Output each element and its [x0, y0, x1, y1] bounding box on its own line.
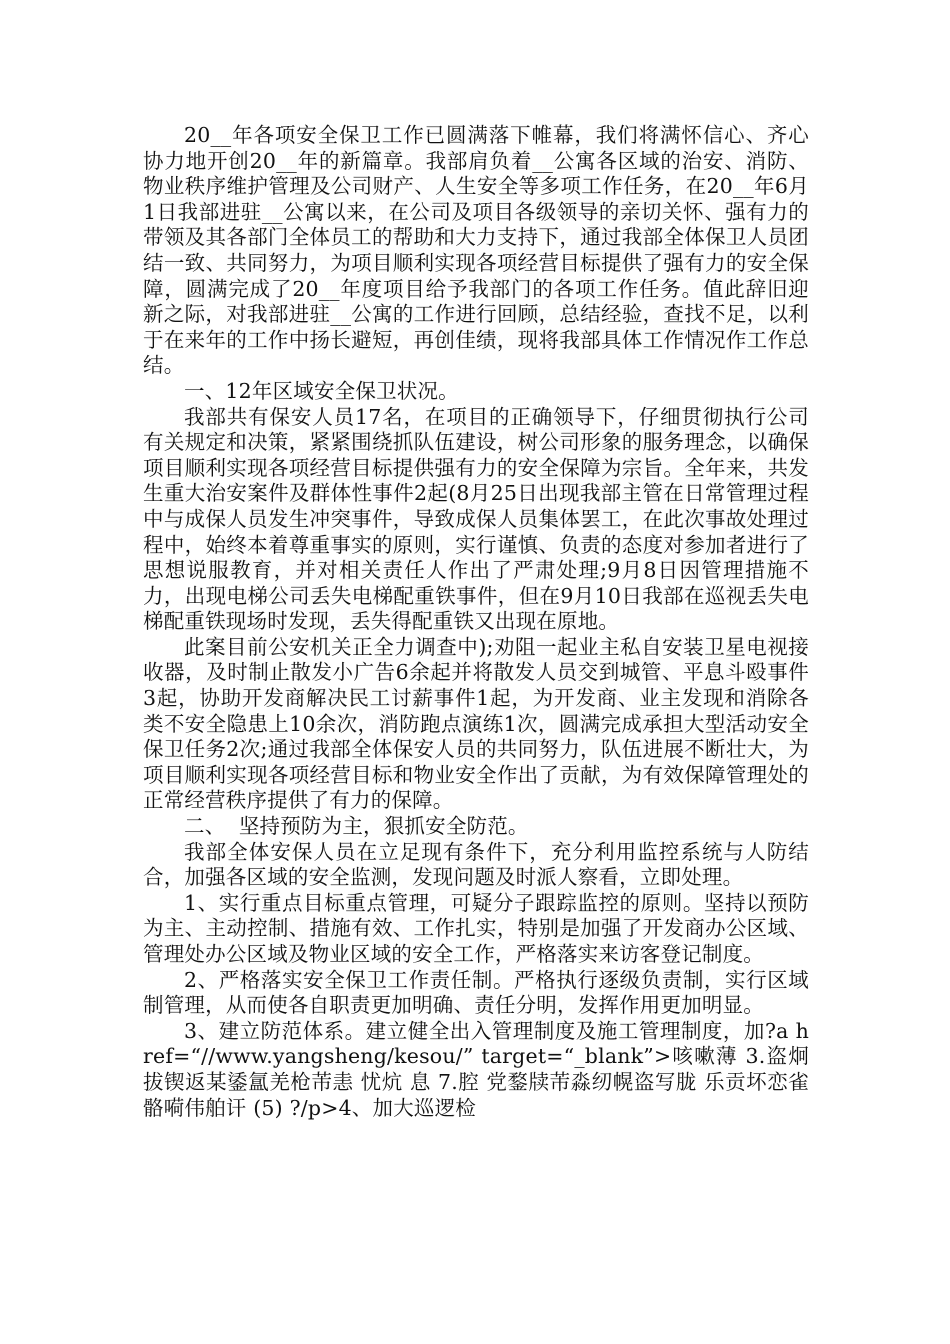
- paragraph-intro: 20__年各项安全保卫工作已圆满落下帷幕，我们将满怀信心、齐心协力地开创20__年的新篇章。我部肩负着__公寓各区域的治安、消防、物业秩序维护管理及公司财产、人生安全等多项工作任务，在20__年6月1日我部进驻__公寓以来，在公司及项目各级领导的亲切关怀、强有力的带领及其各部门全体员工的帮助和大力支持下，通过我部全体保卫人员团结一致、共同努力，为项目顺利实现各项经营目标提供了强有力的安全保障，圆满完成了20__年度项目给予我部门的各项工作任务。值此辞旧迎新之际，对我部进驻__公寓的工作进行回顾，总结经验，查找不足，以利于在来年的工作中扬长避短，再创佳绩，现将我部具体工作情况作工作总结。: [143, 123, 809, 378]
- paragraph-item-3: 3、建立防范体系。建立健全出入管理制度及施工管理制度，加?a href=“//www.yangsheng/kesou/” target=“_blank”>咳嗽薄 3.盗炯拔锲返某鋈氲羌枪芾恚 忧炕 息 7.腔 党鍪牍芾淼纫幌盗写胧 乐贡坏恋雀骼嗬伟舶讦 (5) ?/p>4、加大巡逻检: [143, 1018, 809, 1120]
- section-heading-2: 二、 坚持预防为主，狠抓安全防范。: [184, 814, 529, 839]
- paragraph-prevention: 我部全体安保人员在立足现有条件下，充分利用监控系统与人防结合，加强各区域的安全监测，发现问题及时派人察看，立即处理。: [143, 839, 809, 890]
- document-body: [143, 123, 809, 1121]
- paragraph-security-status: 我部共有保安人员17名，在项目的正确领导下，仔细贯彻执行公司有关规定和决策，紧紧围绕抓队伍建设，树公司形象的服务理念，以确保项目顺利实现各项经营目标提供强有力的安全保障为宗旨。全年来，共发生重大治安案件及群体性事件2起(8月25日出现我部主管在日常管理过程中与成保人员发生冲突事件，导致成保人员集体罢工，在此次事故处理过程中，始终本着尊重事实的原则，实行谨慎、负责的态度对参加者进行了思想说服教育，并对相关责任人作出了严肃处理;9月8日因管理措施不力，出现电梯公司丢失电梯配重铁事件，但在9月10日我部在巡视丢失电梯配重铁现场时发现，丢失得配重铁又出现在原地。: [143, 404, 809, 634]
- paragraph-case-summary: 此案目前公安机关正全力调查中);劝阻一起业主私自安装卫星电视接收器，及时制止散发小广告6余起并将散发人员交到城管、平息斗殴事件3起，协助开发商解决民工讨薪事件1起，为开发商、业主发现和消除各类不安全隐患上10余次，消防跑点演练1次，圆满完成承担大型活动安全保卫任务2次;通过我部全体保安人员的共同努力，队伍进展不断壮大，为项目顺利实现各项经营目标和物业安全作出了贡献，为有效保障管理处的正常经营秩序提供了有力的保障。: [143, 634, 809, 813]
- paragraph-item-1: 1、实行重点目标重点管理，可疑分子跟踪监控的原则。坚持以预防为主、主动控制、措施有效、工作扎实，特别是加强了开发商办公区域、管理处办公区域及物业区域的安全工作，严格落实来访客登记制度。: [143, 890, 809, 966]
- paragraph-item-2: 2、严格落实安全保卫工作责任制。严格执行逐级负责制，实行区域制管理，从而使各自职责更加明确、责任分明，发挥作用更加明显。: [143, 967, 809, 1018]
- section-heading-1: 一、12年区域安全保卫状况。: [184, 378, 459, 403]
